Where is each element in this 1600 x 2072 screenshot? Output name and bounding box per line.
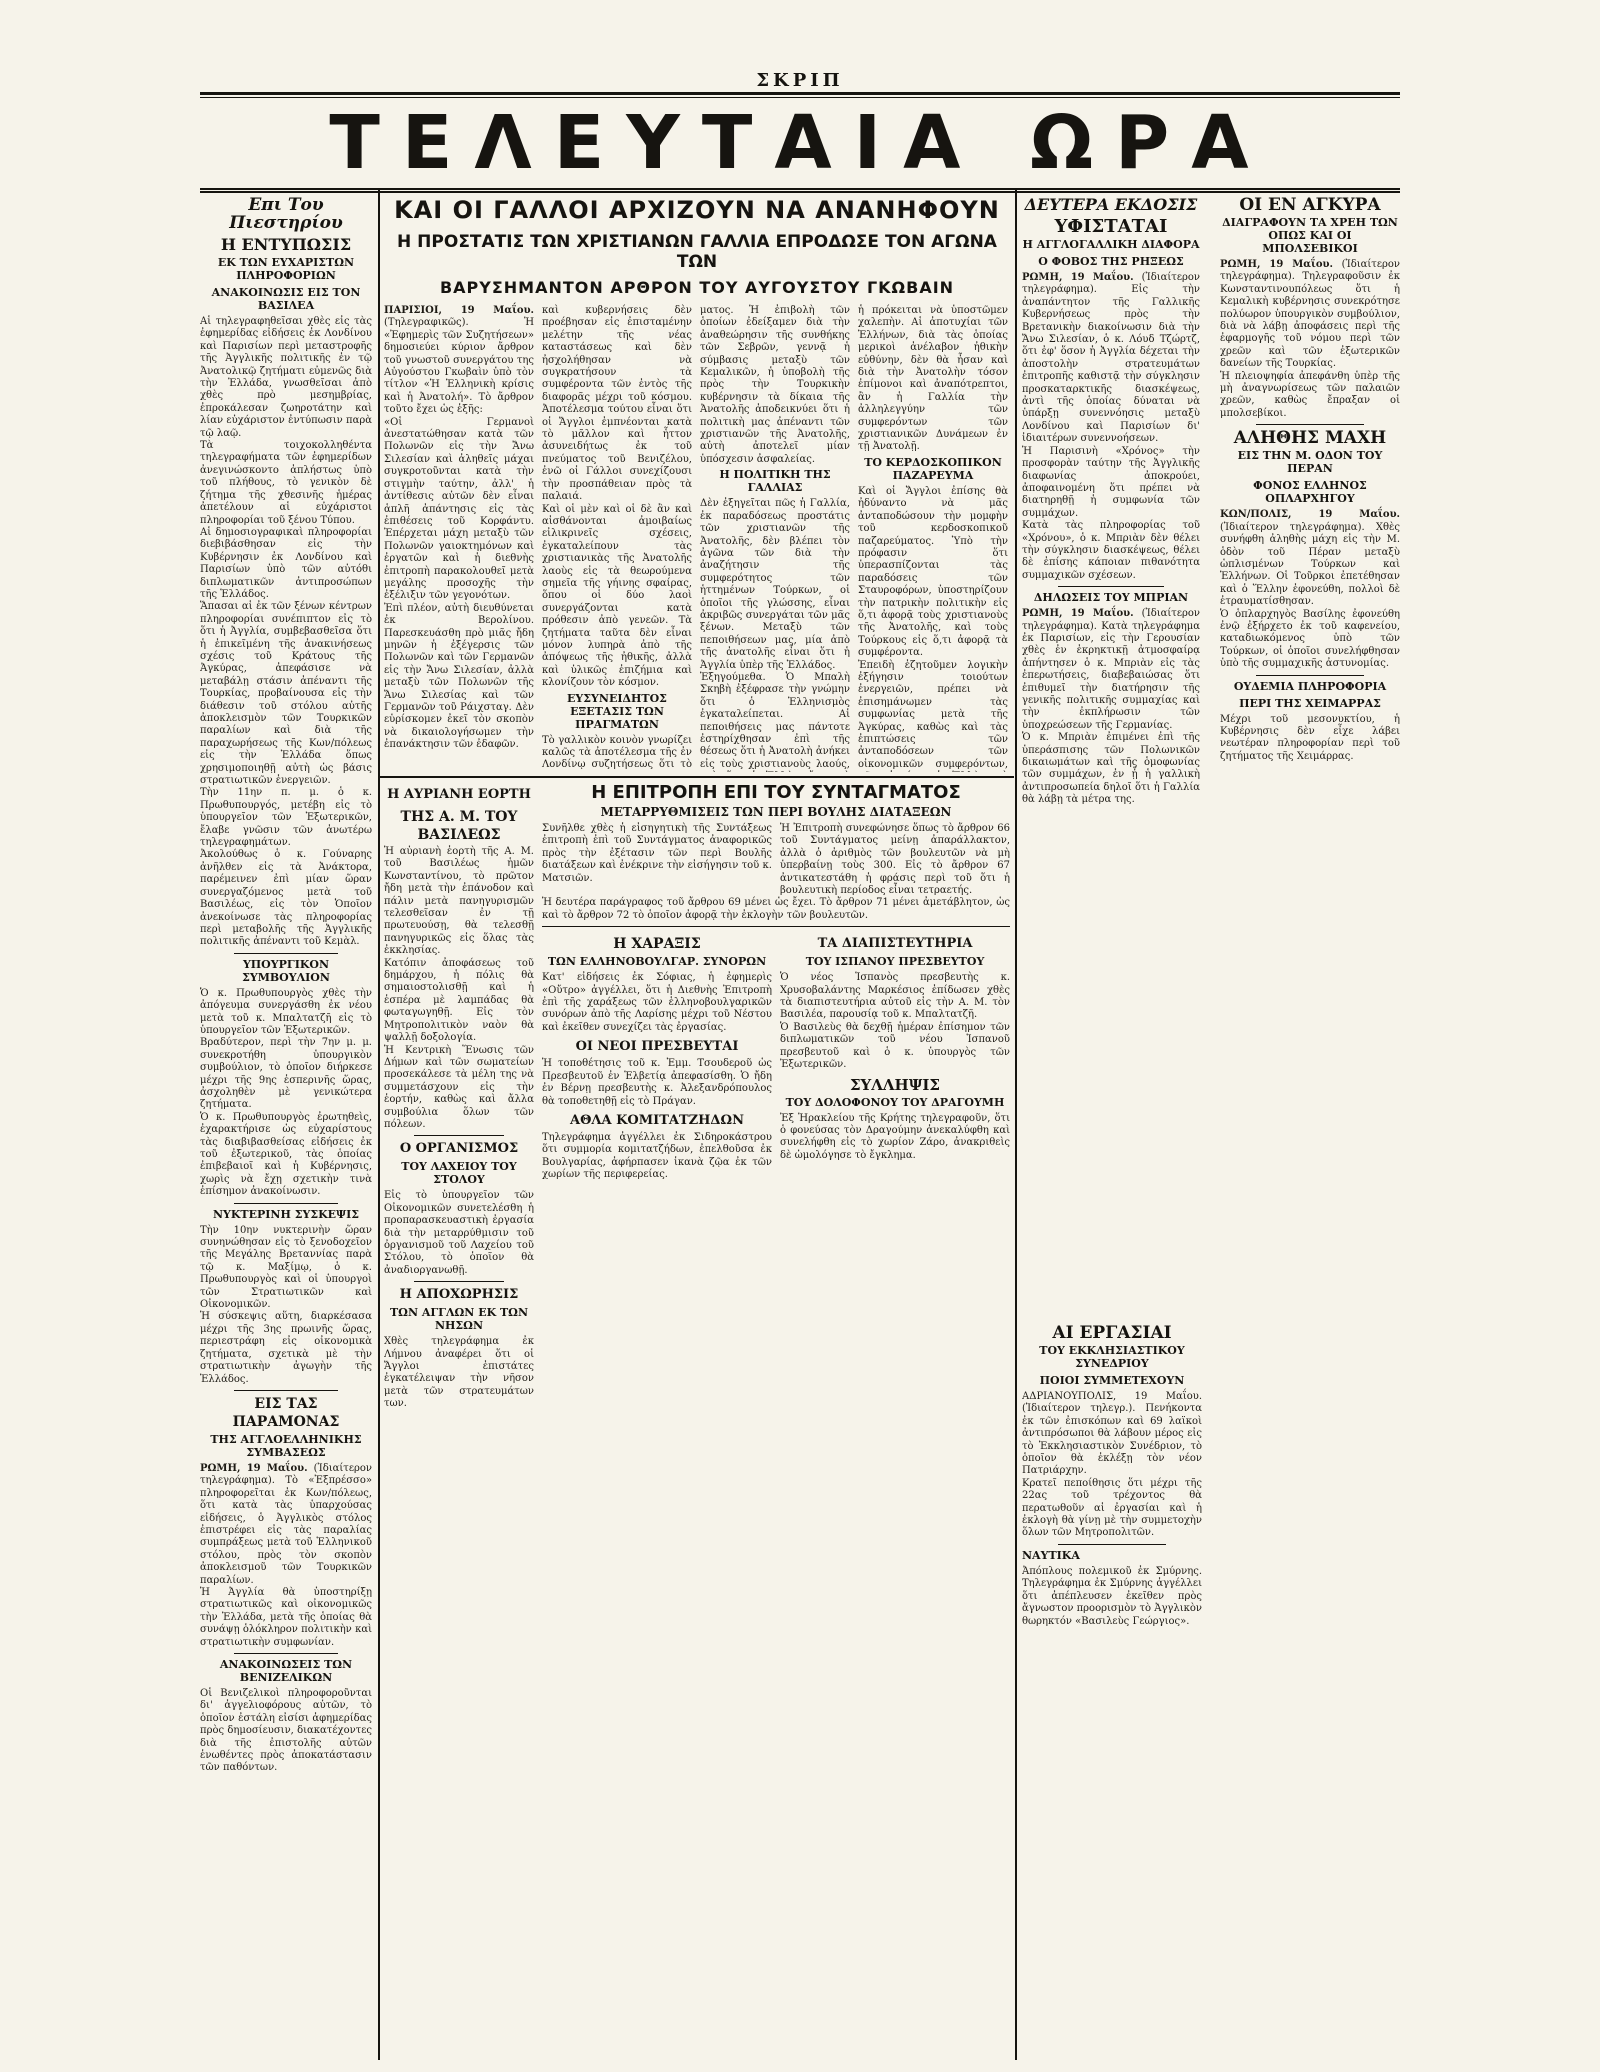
right-subhead-debts: ΔΙΑΓΡΑΦΟΥΝ ΤΑ ΧΡΕΗ ΤΩΝ ΟΠΩΣ ΚΑΙ ΟΙ ΜΠΟΛΣΕΒΙΚΟΙ <box>1222 216 1398 255</box>
synod-subhead-2: ΠΟΙΟΙ ΣΥΜΜΕΤΕΧΟΥΝ <box>1039 1374 1185 1387</box>
left-kicker: Επι Του Πιεστηρίου <box>229 195 343 233</box>
center-paragraph: ἡ πρόκειται νὰ ὑποστῶμεν χαλεπὴν. Αἱ ἀποτυχίαι τῶν Ἑλλήνων, διὰ τὰς ὁποίας μερικοὶ ἀνέλαβον ἠθικὴν εὐθύνην, δὲν θὰ ἦσαν καὶ διὰ τὴν Ἀνατολὴν τόσον ἐπίμονοι καὶ ἀναπότρεπτοι, ἂν ἡ Γαλλία τὴν ἀλληλεγγύην τῶν συμφερόντων τῶν χριστιανικῶν Δυνάμεων ἐν τῇ Ἀνατολῇ. <box>858 305 1008 453</box>
center-subhead: ΕΥΣΥΝΕΙΔΗΤΟΣ ΕΞΕΤΑΣΙΣ ΤΩΝ ΠΡΑΓΜΑΤΩΝ <box>567 691 667 731</box>
left-paragraph: Οἱ Βενιζελικοὶ πληροφοροῦνται δι' ἀγγελιοφόρους αὐτῶν, τὸ ὁποῖον ἐστάλη εἰσίσι ἀφημερίδας πρὸς δημοσίευσιν, διακατέχοντες διὰ τῆς ἐπιστολῆς αὐτῶν ἑνωθέντες πρὸς ἀποκατάστασιν τῶν παθόντων. <box>200 1688 372 1774</box>
bottom-subhead-dragoumis: ΤΟΥ ΔΟΛΟΦΟΝΟΥ ΤΟΥ ΔΡΑΓΟΥΜΗ <box>785 1095 1005 1109</box>
dateline: ΡΩΜΗ, 19 Μαΐου. <box>1022 608 1134 620</box>
center-paragraph: Δὲν ἐξηγεῖται πῶς ἡ Γαλλία, ἐκ παραδόσεως προστάτις τῶν χριστιανῶν τῆς Ἀνατολῆς, δὲν βλέπει τὸν ἀγῶνα τῶν διὰ τὴν ἀναζήτησιν τῆς συμφερότητος τῶν ἡττημένων Τούρκων, οἱ ὁποῖοι τῆς γλώσσης, εἶναι ἀκριβῶς συνεργάται τῶν μᾶς ξένων. Μεταξὺ τῶν πεποιθήσεων μας, μία ἀπὸ τῆς ἀνατολῆς εἶναι ὅτι ἡ Ἀγγλία ὑπὲρ τῆς Ἑλλάδος. <box>700 498 850 671</box>
bottom-subhead-reforms: ΜΕΤΑΡΡΥΘΜΙΣΕΙΣ ΤΩΝ ΠΕΡΙ ΒΟΥΛΗΣ ΔΙΑΤΑΞΕΩΝ <box>600 805 952 819</box>
bottom-subhead-islands: ΤΩΝ ΑΓΓΛΩΝ ΕΚ ΤΩΝ ΝΗΣΩΝ <box>389 1306 529 1333</box>
right-paragraph: (Ἰδιαίτερον τηλεγράφημα). Εἰς τὴν ἀναπάντητον τῆς Γαλλικῆς Κυβερνήσεως πρὸς τὴν Βρετανικὴν διακοίνωσιν διὰ τὴν Ἄνω Σιλεσίαν, ὁ κ. Λόυδ Τζώρτζ, ὅτι ἐφ' ὅσον ἡ Ἀγγλία δέχεται τὴν ἀποστολὴν στρατευμάτων ἐπιτροπῆς καθιστᾷ τὴν σύγκλησιν προσκαταρκτικῆς διασκέψεως, ἀντὶ τῆς ὁποίας δύναται νὰ ὑπάρξῃ συνεννόησις μεταξὺ Λονδίνου καὶ Παρισίων δι' ἰδιαιτέρων συνεννοήσεων. <box>1022 272 1200 445</box>
divider <box>234 1203 337 1204</box>
center-headline-1: ΚΑΙ ΟΙ ΓΑΛΛΟΙ ΑΡΧΙΖΟΥΝ ΝΑ ΑΝΑΝΗΦΟΥΝ <box>394 196 1000 224</box>
column-rule <box>378 190 380 2060</box>
bottom-paragraph: Ἡ αὐριανὴ ἑορτὴ τῆς Α. Μ. τοῦ Βασιλέως ἡμῶν Κωνσταντίνου, τὸ πρῶτον ἤδη μετὰ τὴν ἐπάνοδον καὶ πάλιν μετὰ πανηγυρισμῶν τελεσθεῖσαν ἐν τῇ πρωτευούσῃ, θὰ τελεσθῇ πανηγυρικῶς εἰς ὅλας τὰς ἐκκλησίας. <box>384 846 534 957</box>
divider <box>1256 424 1364 425</box>
bottom-center <box>384 782 1010 2058</box>
right-paragraph: Ἡ Παρισινὴ «Χρόνος» τὴν προσφορὰν ταύτην τῆς Ἀγγλικῆς διαφωνίας ἀποκρούει, ἀποφαινομένη ὅτι πρέπει νὰ διατηρηθῇ ἡ συμφωνία τῶν συμμάχων. <box>1022 445 1200 519</box>
bottom-paragraph: Ἡ Ἐπιτροπὴ συνεφώνησε ὅπως τὸ ἄρθρον 66 τοῦ Συντάγματος μείνῃ ἀπαράλλακτον, ἀλλὰ ὁ ἀριθμὸς τῶν βουλευτῶν νὰ μὴ ὑπερβαίνῃ τοὺς 300. Εἰς τὸ ἄρθρον 67 ἀντικατεστάθη ἡ φράσις περὶ τοῦ ὅτι ἡ βουλευτικὴ περίοδος εἶναι τετραετής. <box>780 823 1010 897</box>
bottom-headline-withdrawal: Η ΑΠΟΧΩΡΗΣΙΣ <box>399 1287 519 1303</box>
right-headline-battle: ΑΛΗΘΗΣ ΜΑΧΗ <box>1233 428 1387 449</box>
left-paragraph: Τὴν 11ην π. μ. ὁ κ. Πρωθυπουργός, μετέβη εἰς τὸ ὑπουργεῖον τῶν Ἐξωτερικῶν, ἔλαβε γνῶσιν τῶν ἀνωτέρω τηλεγραφημάτων. <box>200 787 372 849</box>
center-paragraph: ματος. Ἡ ἐπιβολὴ τῶν ὁποίων ἐδείξαμεν διὰ τὴν ἀναθεώρησιν τῆς συνθήκης τῶν Σεβρῶν, γεννᾷ ἡ σύμβασις μεταξὺ τῶν Κεμαλικῶν, ἡ ὑποβολὴ τῆς πρὸς τὴν Τουρκικὴν κυβέρνησιν τὰ δίκαια τῆς Ἀνατολῆς ἀποδεικνύει ὅτι ἡ πολιτικὴ μας ἀπέναντι τῶν χριστιανῶν τῆς Ἀνατολῆς, αὐτὴ ἀποτελεῖ μίαν ὑπόσχεσιν ἀσφαλείας. <box>700 305 850 465</box>
bottom-subhead-king: ΤΗΣ Α. Μ. ΤΟΥ ΒΑΣΙΛΕΩΣ <box>400 809 518 843</box>
center-paragraph: Ἑξηγούμεθα. Ὁ Μπαλὴ Σκηβὴ ἐξέφρασε τὴν γνώμην ὅτι ὁ Ἑλληνισμὸς ἐγκαταλείπεται. Αἱ πεποιθήσεις μας πάντοτε ἐστηρίχθησαν ἐπὶ τῆς θέσεως ὅτι ἡ Ἀνατολὴ ἀνήκει εἰς τοὺς χριστιανοὺς λαούς, <box>700 671 850 770</box>
bottom-headline-constitution: Η ΕΠΙΤΡΟΠΗ ΕΠΙ ΤΟΥ ΣΥΝΤΑΓΜΑΤΟΣ <box>591 782 961 803</box>
synod-block <box>1022 1320 1202 2020</box>
left-subhead-venizelists: ΑΝΑΚΟΙΝΩΣΕΙΣ ΤΩΝ ΒΕΝΙΖΕΛΙΚΩΝ <box>219 1658 353 1684</box>
center-paragraph: (Τηλεγραφικῶς). Ἡ «Ἐφημερὶς τῶν Συζητήσεων» δημοσιεύει κύριον ἄρθρον τοῦ γνωστοῦ συνεργάτου της Αὐγούστου Γκωβαὶν ὑπὸ τὸν τίτλον «Ἡ Ἑλληνικὴ κρίσις καὶ ἡ Ἀνατολή». Τὸ ἄρθρον τοῦτο ἔχει ὡς ἑξῆς: <box>384 317 534 416</box>
synod-paragraph: ΑΔΡΙΑΝΟΥΠΟΛΙΣ, 19 Μαΐου. (Ἰδιαίτερον τηλεγρ.). Πενήκοντα ἐκ τῶν ἐπισκόπων καὶ 69 λαϊκοὶ ἀντιπρόσωποι θὰ λάβουν μέρος εἰς τὸ Ἐκκλησιαστικὸν Συνέδριον, τὸ ὁποῖον θὰ ἐκλέξῃ τὸν νέον Πατριάρχην. <box>1022 1391 1202 1477</box>
left-paragraph: Βραδύτερον, περὶ τὴν 7ην μ. μ. συνεκροτήθη ὑπουργικὸν συμβούλιον, τὸ ὁποῖον διήρκεσε μέχρι τῆς 9ης ἑσπερινῆς ὥρας, ἀσχοληθὲν μὲ γενικώτερα ζητήματα. <box>200 1037 372 1111</box>
center-paragraph: Καὶ οἱ Ἄγγλοι ἐπίσης θὰ ἠδύναντο νὰ μᾶς ἀνταποδώσουν τὴν μομφὴν τοῦ κερδοσκοπικοῦ παζαρεύματος. Ὑπὸ τὴν πρόφασιν ὅτι ὑπερασπίζονται τὰς παραδόσεις τῶν Σταυροφόρων, ὑποστηρίζουν τὴν πατρικὴν πολιτικὴν εἰς ὅ,τι ἀφορᾷ τοὺς χριστιανοὺς τῆς Ἀνατολῆς, καὶ τοὺς Τούρκους εἰς ὅ,τι ἀφορᾷ τὰ συμφέροντα. <box>858 485 1008 659</box>
synod-subhead: ΤΟΥ ΕΚΚΛΗΣΙΑΣΤΙΚΟΥ ΣΥΝΕΔΡΙΟΥ <box>1039 1344 1185 1370</box>
bottom-headline-credentials: ΤΑ ΔΙΑΠΙΣΤΕΥΤΗΡΙΑ <box>817 936 973 952</box>
bottom-subhead-fleet: ΤΟΥ ΛΑΧΕΙΟΥ ΤΟΥ ΣΤΟΛΟΥ <box>401 1160 517 1187</box>
center-paragraph: Καὶ οἱ μὲν καὶ οἱ δὲ ἂν καὶ αἰσθάνονται ἀμοιβαίως εἰλικρινεῖς σχέσεις, ἐγκαταλείπουν τὰς χριστιανικὰς τῆς Ἀνατολῆς λαοὺς εἰς τὰ θεωρούμενα σημεῖα τῆς γήινης σφαίρας, ὅπου οἱ δύο λαοὶ συνεργάζονται κατὰ πρόθεσιν ἀπὸ γενεῶν. Τὰ ζητήματα ταῦτα δὲν εἶναι μόνον λυπηρὰ ἀπὸ τῆς ἀπόψεως τῆς ἠθικῆς, ἀλλὰ καὶ ὑλικῶς ἐπιζήμια καὶ κλονίζουν τὸν κόσμον. <box>542 503 692 689</box>
right-subhead-info: ΟΥΔΕΜΙΑ ΠΛΗΡΟΦΟΡΙΑ <box>1233 679 1387 693</box>
bottom-paragraph: Κατόπιν ἀποφάσεως τοῦ δημάρχου, ἡ πόλις θὰ σημαιοστολισθῇ καὶ ἡ ἑσπέρα μὲ λαμπάδας θὰ φωταγωγηθῇ. Εἰς τὸν Μητροπολιτικὸν ναὸν θὰ ψαλλῇ δοξολογία. <box>384 957 534 1044</box>
right-kicker: ΔΕΥΤΕΡΑ ΕΚΔΟΣΙΣ <box>1024 195 1198 214</box>
right-paragraph: (Ἰδιαίτερον τηλεγράφημα). Χθὲς συνήφθη ἀληθὴς μάχη εἰς τὴν Μ. ὁδὸν τοῦ Πέραν μεταξὺ ὡπλισμένων Τούρκων καὶ Ἑλλήνων. Οἱ Τοῦρκοι ἐπετέθησαν καὶ ὁ Ἕλλην ἐφονεύθη, πολλοὶ δὲ ἐτραυματίσθησαν. <box>1220 521 1400 608</box>
masthead-small: ΣΚΡΙΠ <box>200 70 1400 95</box>
left-paragraph: Αἱ δημοσιογραφικαὶ πληροφορίαι διεβιβάσθησαν εἰς τὴν Κυβέρνησιν ἐκ Λονδίνου καὶ Παρισίων ὑπὸ τῶν αὐτόθι διπλωματικῶν ἀντιπροσώπων τῆς Ἑλλάδος. <box>200 526 372 600</box>
left-paragraph: Τὴν 10ην νυκτερινὴν ὥραν συνηνώθησαν εἰς τὸ ξενοδοχεῖον τῆς Μεγάλης Βρεταννίας παρὰ τῷ κ. Μαξίμῳ, ὁ κ. Πρωθυπουργὸς καὶ οἱ ὑπουργοὶ τῶν Στρατιωτικῶν καὶ Οἰκονομικῶν. <box>200 1224 372 1311</box>
bottom-headline-komitadji: ΑΘΛΑ ΚΟΜΙΤΑΤΖΗΔΩΝ <box>570 1112 744 1128</box>
bottom-headline-arrest: ΣΥΛΛΗΨΙΣ <box>849 1075 941 1094</box>
left-paragraph: Ἅπασαι αἱ ἐκ τῶν ξένων κέντρων πληροφορίαι συνέπιπτον εἰς τὸ ὅτι ἡ Ἀγγλία, συμβεβασθεῖσα ὅτι ἡ ἐπικεῖμένη τῆς ἀνακινήσεως σχέσις τοῦ Κράτους τῆς Ἀγκύρας, ἀπεφάσισε νὰ μεταβάλῃ στάσιν ἀπέναντι τῆς Τουρκίας, προβαίνουσα εἰς τὴν διάθεσιν τοῦ στόλου αὐτῆς ἀποκλεισμὸν τῶν Τουρκικῶν παραλίων καὶ διὰ τῆς παραχωρήσεως τῆς Κων/πόλεως εἰς τὴν Ἑλλάδα ὅπως χρησιμοποιηθῇ αὐτὴ ὡς βάσις στρατιωτικῶν ἐνεργειῶν. <box>200 601 372 787</box>
left-subhead-2: ΑΝΑΚΟΙΝΩΣΙΣ ΕΙΣ ΤΟΝ ΒΑΣΙΛΕΑ <box>211 286 361 312</box>
left-paragraph: Ὁ κ. Πρωθυπουργὸς ἐρωτηθεὶς, ἐχαρακτήρισε ὡς εὐχαρίστους τὰς διαβιβασθείσας εἰδήσεις ἐκ τοῦ ἐξωτερικοῦ, τὰς ὁποίας ἐπιβεβαιοῖ καὶ ἡ Κυβέρνησις, χωρὶς νὰ ἔχῃ σχετικὴν τινὰ ἐπίσημον ἀνακοίνωσιν. <box>200 1111 372 1198</box>
bottom-headline-feast: Η ΑΥΡΙΑΝΗ ΕΟΡΤΗ <box>387 787 531 802</box>
right-subhead-briand: ΔΗΛΩΣΕΙΣ ΤΟΥ ΜΠΡΙΑΝ <box>1033 591 1189 605</box>
left-paragraph: Ἡ σύσκεψις αὕτη, διαρκέσασα μέχρι τῆς 3ης πρωινῆς ὥρας, περιεστράφη εἰς οἰκονομικὰ ζητήματα, σχετικὰ μὲ τὴν στρατιωτικὴν ἀγωγὴν τῆς Ἑλλάδος. <box>200 1311 372 1385</box>
center-subhead: Η ΠΟΛΙΤΙΚΗ ΤΗΣ ΓΑΛΛΙΑΣ <box>719 468 831 495</box>
right-subhead-himara: ΠΕΡΙ ΤΗΣ ΧΕΙΜΑΡΡΑΣ <box>1239 696 1381 710</box>
left-column <box>200 192 372 2060</box>
right-headline-ankara: ΟΙ ΕΝ ΑΓΚΥΡΑ <box>1239 195 1381 215</box>
left-paragraph: Ἡ Ἀγγλία θὰ ὑποστηρίξῃ στρατιωτικῶς καὶ οἰκονομικῶς τὴν Ἑλλάδα, μετὰ τῆς ὁποίας θὰ συνάψῃ ὁλόκληρον πολιτικὴν καὶ στρατιωτικὴν συμφωνίαν. <box>200 1586 372 1648</box>
left-subhead-convention: ΤΗΣ ΑΓΓΛΟΕΛΛΗΝΙΚΗΣ ΣΥΜΒΑΣΕΩΣ <box>210 1432 362 1459</box>
synod-headline: ΑΙ ΕΡΓΑΣΙΑΙ <box>1052 1323 1172 1343</box>
bottom-paragraph: Χθὲς τηλεγράφημα ἐκ Λήμνου ἀναφέρει ὅτι οἱ Ἄγγλοι ἐπιστάτες ἐγκατέλειψαν τὴν νῆσον μετὰ τῶν στρατευμάτων των. <box>384 1336 534 1410</box>
right-paragraph: (Ἰδιαίτερον τηλεγράφημα). Κατὰ τηλεγράφημα ἐκ Παρισίων, εἰς τὴν Γερουσίαν χθὲς ἐν ἐκρηκτικῇ ἀτμοσφαίρᾳ ἀπήντησεν ὁ κ. Μπριὰν εἰς τὰς ἐπερωτήσεις, διαβεβαιώσας ὅτι ἐπιθυμεῖ τὴν διατήρησιν τῆς γενικῆς πολιτικῆς συμμαχίας καὶ τὴν ἐκπλήρωσιν τῶν ὑποχρεώσεων τῆς Γερμανίας. <box>1022 608 1200 731</box>
bottom-subhead-border: ΤΩΝ ΕΛΛΗΝΟΒΟΥΛΓΑΡ. ΣΥΝΟΡΩΝ <box>547 955 767 969</box>
left-paragraph: Τὰ τοιχοκολληθέντα τηλεγραφήματα τῶν ἐφημερίδων ἀνεγινώσκοντο ἀπλήστως ὑπὸ τοῦ πλήθους, τὸ γενικὸν δὲ ζήτημα τῆς χθεσινῆς ἡμέρας ἀπετέλουν αἱ εὐχάριστοι πληροφορίαι τοῦ ξένου Τύπου. <box>200 440 372 526</box>
left-subhead: ΕΚ ΤΩΝ ΕΥΧΑΡΙΣΤΩΝ ΠΛΗΡΟΦΟΡΙΩΝ <box>217 256 355 282</box>
bottom-paragraph: Τηλεγράφημα ἀγγέλλει ἐκ Σιδηροκάστρου ὅτι συμμορία κομιτατζήδων, ἐπελθοῦσα ἐκ Βουλγαρίας, ἀφήρπασεν ἱκανὰ ζῷα ἐκ τῶν χωρίων τῆς περιφερείας. <box>542 1131 772 1181</box>
bottom-headline-ambassadors: ΟΙ ΝΕΟΙ ΠΡΕΣΒΕΥΤΑΙ <box>575 1039 739 1055</box>
divider <box>542 926 1010 927</box>
left-subhead-night: ΝΥΚΤΕΡΙΝΗ ΣΥΣΚΕΨΙΣ <box>212 1207 360 1221</box>
section-rule <box>380 776 1014 778</box>
left-paragraph: Ὁ κ. Πρωθυπουργὸς χθὲς τὴν ἀπόγευμα συνεργάσθη ἐκ νέου μετὰ τοῦ κ. Μπαλτατζῆ εἰς τὸ ὑπουργεῖον τῶν Ἐξωτερικῶν. <box>200 987 372 1036</box>
left-paragraph: Ἀκολούθως ὁ κ. Γούναρης ἀνῆλθεν εἰς τὰ Ἀνάκτορα, παρέμεινεν ἐπὶ μίαν ὥραν συνεργαζόμενος μετὰ τοῦ Βασιλέως, εἰς τὸν Ὁποῖον ἀνεκοίνωσε τὰς πληροφορίας περὶ μεταβολῆς τῆς Ἀγγλικῆς πολιτικῆς ἀπέναντι τοῦ Κεμὰλ. <box>200 849 372 948</box>
column-rule <box>1015 190 1017 2060</box>
left-headline: Η ΕΝΤΥΠΩΣΙΣ <box>220 235 352 254</box>
center-headline-2: Η ΠΡΟΣΤΑΤΙΣ ΤΩΝ ΧΡΙΣΤΙΑΝΩΝ ΓΑΛΛΙΑ ΕΠΡΟΔΩΣΕ ΤΟΝ ΑΓΩΝΑ ΤΩΝ <box>397 232 997 272</box>
right-subhead-murder: ΦΟΝΟΣ ΕΛΛΗΝΟΣ ΟΠΛΑΡΧΗΓΟΥ <box>1253 479 1367 506</box>
naval-headline: ΝΑΥΤΙΚΑ <box>1022 1548 1080 1562</box>
left-headline-eve: ΕΙΣ ΤΑΣ ΠΑΡΑΜΟΝΑΣ <box>232 1395 340 1430</box>
right-subhead: Η ΑΓΓΛΟΓΑΛΛΙΚΗ ΔΙΑΦΟΡΑ <box>1022 238 1200 251</box>
right-paragraph: Μέχρι τοῦ μεσονυκτίου, ἡ Κυβέρνησις δὲν εἶχε λάβει νεωτέραν πληροφορίαν περὶ τοῦ ζητήματος τῆς Χειμάρρας. <box>1220 713 1400 762</box>
center-paragraph: Ἐπειδὴ ἐζητοῦμεν λογικὴν ἐξήγησιν τοιούτων ἐνεργειῶν, πρέπει νὰ ἐπισημάνωμεν τὰς συμφωνίας μετὰ τῆς Ἀγκύρας, καθὼς καὶ τὰς ἐπιπτώσεις τῶν ἀνταποδόσεων τῶν οἰκονομικῶν συμφερόντων, <box>858 659 1008 770</box>
right-paragraph: Ὁ κ. Μπριὰν ἐπιμένει ἐπὶ τῆς ὑπεράσπισης τῶν Πολωνικῶν δικαιωμάτων καὶ τῆς ὁμοφωνίας τῶν συμμάχων, ἐν ᾗ ἡ γαλλικὴ ἀντιπροσωπεία δηλοῖ ὅτι ἡ Γαλλία θὰ λάβῃ τὰ μέτρα της. <box>1022 732 1200 806</box>
bottom-paragraph: Ἡ δευτέρα παράγραφος τοῦ ἄρθρου 69 μένει ὡς ἔχει. Τὸ ἄρθρον 71 μένει ἀμετάβλητον, ὡς καὶ τὸ ἄρθρον 72 τὸ ὁποῖον ἀφορᾷ τὴν ἐκλογὴν τῶν βουλευτῶν. <box>542 897 1010 921</box>
bottom-paragraph: Ἡ Κεντρικὴ Ἕνωσις τῶν Δήμων καὶ τῶν σωματείων προσεκάλεσε τὰ μέλη της νὰ συμμετάσχουν εἰς τὴν ἑορτήν, καθὼς καὶ ἄλλα συμβούλια ὅλων τῶν πόλεων. <box>384 1044 534 1130</box>
bottom-paragraph: Ἡ τοποθέτησις τοῦ κ. Ἐμμ. Τσουδεροῦ ὡς Πρεσβευτοῦ ἐν Ἑλβετίᾳ ἀπεφασίσθη. Ὁ ἤδη ἐν Βέρνῃ πρεσβευτὴς κ. Ἀλεξανδρόπουλος θὰ τοποθετηθῇ εἰς τὸ Πράγαν. <box>542 1058 772 1107</box>
dateline: ΡΩΜΗ, 19 Μαΐου. <box>200 1462 308 1474</box>
divider <box>234 953 337 954</box>
center-paragraph: Τὸ γαλλικὸν κοινὸν γνωρίζει καλῶς τὰ ἀποτέλεσμα τῆς ἐν Λονδίνῳ συζητήσεως ὅτι τὸ <box>542 734 692 771</box>
center-subhead: ΤΟ ΚΕΡΔΟΣΚΟΠΙΚΟΝ ΠΑΖΑΡΕΥΜΑ <box>864 455 1002 482</box>
newspaper-page <box>200 70 1400 2060</box>
left-subhead-cabinet: ΥΠΟΥΡΓΙΚΟΝ ΣΥΜΒΟΥΛΙΟΝ <box>242 957 330 984</box>
bottom-headline-lottery: Ο ΟΡΓΑΝΙΣΜΟΣ <box>399 1141 519 1157</box>
right-paragraph: Κατὰ τὰς πληροφορίας τοῦ «Χρόνου», ὁ κ. Μπριὰν δὲν θέλει τὴν σύγκλησιν διασκέψεως, θέλει δὲ ἐπίσης κάποιαν πιθανότητα συμμαχικῶν σχέσεων. <box>1022 520 1200 581</box>
right-headline: ΥΦΙΣΤΑΤΑΙ <box>1054 216 1168 237</box>
bottom-paragraph: Ὁ Βασιλεὺς θὰ δεχθῇ ἡμέραν ἐπίσημον τῶν διπλωματικῶν τοῦ νέου Ἱσπανοῦ πρεσβευτοῦ καὶ ὁ κ. ὑπουργὸς τῶν Ἐξωτερικῶν. <box>780 1021 1010 1071</box>
bottom-paragraph: Ὁ νέος Ἱσπανὸς πρεσβευτὴς κ. Χρυσοβαλάντης Μαρκέσιος ἐπίδωσεν χθὲς τὰ διαπιστευτήρια αὐτοῦ εἰς τὴν Α. Μ. τὸν Βασιλέα, παρουσίᾳ τοῦ κ. Μπαλτατζῆ. <box>780 972 1010 1021</box>
center-paragraph: Ἐπὶ πλέον, αὐτὴ διευθύνεται ἐκ Βερολίνου. Παρεσκευάσθη πρὸ μιᾶς ἤδη μηνῶν ἡ ἐξέγερσις τῶν Πολωνῶν καὶ τῶν Γερμανῶν εἰς τὴν Ἄνω Σιλεσίαν, ἀλλὰ μεταξὺ τῶν Πολωνῶν τῆς Ἄνω Σιλεσίας καὶ τῶν Γερμανῶν τοῦ Ράιχσταγ. Δὲν εὑρίσκομεν ἐκεῖ τὸν σκοπὸν νὰ δικαιολογήσωμεν τὴν ἐπανάκτησιν τῶν ἐδαφῶν. <box>384 602 534 751</box>
divider <box>1058 1544 1166 1545</box>
bottom-headline-border: Η ΧΑΡΑΞΙΣ <box>613 936 701 953</box>
dateline: ΚΩΝ/ΠΟΛΙΣ, 19 Μαΐου. <box>1220 509 1400 521</box>
masthead-title: ΤΕΛΕΥΤΑΙΑ ΩΡΑ <box>200 94 1400 193</box>
bottom-paragraph: Συνῆλθε χθὲς ἡ εἰσηγητικὴ τῆς Συντάξεως ἐπιτροπὴ ἐπὶ τοῦ Συντάγματος ἀναφορικῶς πρὸς τὴν ἐξέτασιν τῶν περὶ Βουλῆς διατάξεων καὶ ἐνέκρινε τὴν εἰσήγησιν τοῦ κ. Ματσιῶν. <box>542 823 772 884</box>
dateline: ΡΩΜΗ, 19 Μαΐου. <box>1220 259 1333 270</box>
bottom-paragraph: Εἰς τὸ ὑπουργεῖον τῶν Οἰκονομικῶν συνετελέσθη ἡ προπαρασκευαστικὴ ἐργασία διὰ τὴν μεταρρύθμισιν τοῦ ὀργανισμοῦ τοῦ Λαχείου τοῦ Στόλου, τὸ ὁποῖον θὰ ἀναδιοργανωθῇ. <box>384 1190 534 1276</box>
right-paragraph: Ὁ ὁπλαρχηγὸς Βασίλης ἐφονεύθη ἐνῷ ἐξήρχετο ἐκ τοῦ καφενείου, καταδιωκόμενος ὑπὸ τῶν Τούρκων, οἱ ὁποῖοι συνελήφθησαν ὑπὸ τῆς συμμαχικῆς ἀστυνομίας. <box>1220 608 1400 670</box>
left-paragraph: (Ἰδιαίτερον τηλεγράφημα). Τὸ «Ἐξπρέσσο» πληροφορεῖται ἐκ Κων/πόλεως, ὅτι κατὰ τὰς ὑπαρχούσας εἰδήσεις, ὁ Ἀγγλικὸς στόλος ἐπιστρέφει εἰς τὰς παραλίας συμπράξεως μετὰ τοῦ Ἑλληνικοῦ στόλου, πρὸς τὸν σκοπὸν ἀποκλεισμοῦ τῶν Τουρκικῶν παραλίων. <box>200 1462 372 1586</box>
divider <box>1058 586 1165 587</box>
right-subhead-2: Ο ΦΟΒΟΣ ΤΗΣ ΡΗΞΕΩΣ <box>1038 255 1184 268</box>
dateline: ΡΩΜΗ, 19 Μαΐου. <box>1022 272 1134 283</box>
right-paragraph: (Ἰδιαίτερον τηλεγράφημα). Τηλεγραφοῦσιν ἐκ Κωνσταντινουπόλεως ὅτι ἡ Κεμαλικὴ κυβέρνησις συνεκρότησε πολύωρον ὑπουργικὸν συμβούλιον, διὰ νὰ λάβῃ ἀποφάσεις περὶ τῆς ἐφαρμογῆς τοῦ νόμου περὶ τῶν χρεῶν καὶ τῶν ἐξωτερικῶν δανείων τῆς Τουρκίας. <box>1220 259 1400 370</box>
synod-paragraph: Κρατεῖ πεποίθησις ὅτι μέχρι τῆς 22ας τοῦ τρέχοντος θὰ περατωθοῦν αἱ ἐργασίαι καὶ ἡ ἐκλογὴ θὰ γίνῃ μὲ τὴν συμμετοχὴν ὅλων τῶν Μητροπολιτῶν. <box>1022 1477 1202 1539</box>
divider <box>1256 675 1364 676</box>
divider <box>234 1390 337 1391</box>
center-paragraph: «Οἱ Γερμανοὶ ἀνεστατώθησαν κατὰ τῶν Πολωνῶν εἰς τὴν Ἄνω Σιλεσίαν καὶ ἀληθεῖς μάχαι συγκροτοῦνται κατὰ τὴν στιγμὴν ταύτην, ἀλλ' ἡ ἀντίθεσις αὐτῶν δὲν εἶναι ἁπλῆ ἀπάντησις εἰς τὰς ἐπιθέσεις τοῦ Κορφάντυ. Ἐπέρχεται μάχη μεταξὺ τῶν Πολωνῶν γαιοκτημόνων καὶ ἐργατῶν καὶ ἡ διεθνὴς ἐπιτροπὴ παρακολουθεῖ μετὰ μεγάλης προσοχῆς τὴν ἐξέλιξιν τῶν γεγονότων. <box>384 416 534 602</box>
left-paragraph: Αἱ τηλεγραφηθεῖσαι χθὲς εἰς τὰς ἐφημερίδας εἰδήσεις ἐκ Λονδίνου καὶ Παρισίων περὶ μεταστροφῆς τῆς Ἀγγλικῆς πολιτικῆς ἐν τῷ Ἀνατολικῷ ζητήματι εὐμενῶς διὰ τὴν Ἑλλάδα, γνωσθεῖσαι ἀπὸ χθὲς πρὸ μεσημβρίας, ἐπροκάλεσαν ζωηροτάτην καὶ λίαν εὐχάριστον ἐντύπωσιν παρὰ τῷ λαῷ. <box>200 316 372 439</box>
divider <box>414 1135 504 1136</box>
bottom-paragraph: Ἐξ Ἡρακλείου τῆς Κρήτης τηλεγραφοῦν, ὅτι ὁ φονεύσας τὸν Δραγούμην ἀνεκαλύφθη καὶ συνελήφθη εἰς τὸ χωρίον Ζάρο, ἀνακριθεὶς δὲ ὡμολόγησε τὸ ἔγκλημα. <box>780 1112 1010 1161</box>
divider <box>414 1281 504 1282</box>
bottom-paragraph: Κατ' εἰδήσεις ἐκ Σόφιας, ἡ ἐφημερὶς «Οὔτρο» ἀγγέλλει, ὅτι ἡ Διεθνὴς Ἐπιτροπὴ ἐπὶ τῆς χαράξεως τῶν ἑλληνοβουλγαρικῶν συνόρων ἀπὸ τῆς Λαρίσης μέχρι τοῦ Νέστου καὶ ἐκεῖθεν συνεχίζει τὰς ἐργασίας. <box>542 972 772 1033</box>
right-paragraph: Ἡ πλειοψηφία ἀπεφάνθη ὑπὲρ τῆς μὴ ἀναγνωρίσεως τῶν παλαιῶν χρεῶν, καθὼς ἔπραξαν οἱ μπολσεβίκοι. <box>1220 370 1400 419</box>
center-headline-3: ΒΑΡΥΣΗΜΑΝΤΟΝ ΑΡΘΡΟΝ ΤΟΥ ΑΥΓΟΥΣΤΟΥ ΓΚΩΒΑΙΝ <box>439 278 955 297</box>
center-story <box>384 192 1010 772</box>
center-paragraph: καὶ κυβερνήσεις δὲν προέβησαν εἰς ἐπισταμένην μελέτην τῆς νέας καταστάσεως καὶ δὲν ἠσχολήθησαν νὰ συγκρατήσουν τὰ συμφέροντα τῶν ἐντὸς τῆς διαφορᾶς μέχρι τοῦ κόσμου. Ἀποτέλεσμα τούτου εἶναι ὅτι οἱ Ἄγγλοι ἐμπνέονται κατὰ τὸ μᾶλλον καὶ ἧττον ἀσυνειδήτως ἐκ τοῦ πνεύματος τοῦ Βενιζέλου, ἐνῶ οἱ Γάλλοι συνεχίζουσι τὴν προσπάθειαν πρὸς τὰ παλαιά. <box>542 305 692 503</box>
dateline: ΠΑΡΙΣΙΟΙ, 19 Μαΐου. <box>384 305 534 316</box>
bottom-subhead-spain: ΤΟΥ ΙΣΠΑΝΟΥ ΠΡΕΣΒΕΥΤΟΥ <box>805 955 985 969</box>
right-subhead-pera: ΕΙΣ ΤΗΝ Μ. ΟΔΟΝ ΤΟΥ ΠΕΡΑΝ <box>1237 449 1383 476</box>
divider <box>234 1653 337 1654</box>
naval-paragraph: Ἀπόπλους πολεμικοῦ ἐκ Σμύρνης. Τηλεγράφημα ἐκ Σμύρνης ἀγγέλλει ὅτι ἀπέπλευσεν ἐκεῖθεν πρὸς ἄγνωστον προορισμὸν τὸ Ἀγγλικὸν θωρηκτόν «Βασιλεὺς Γεώργιος». <box>1022 1565 1202 1627</box>
